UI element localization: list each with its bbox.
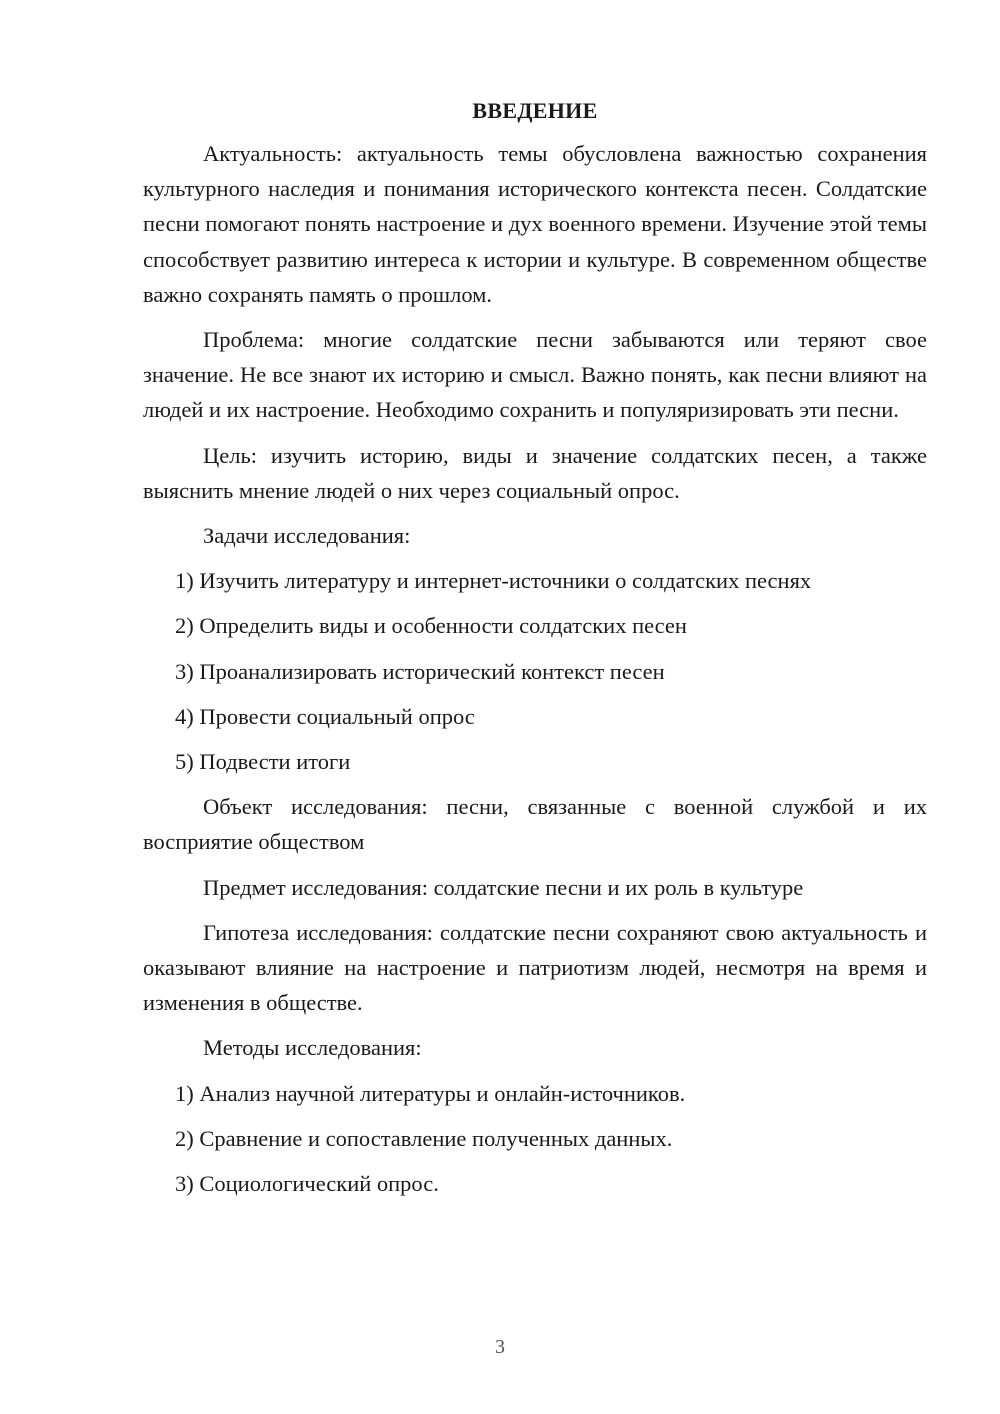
list-item: 1) Изучить литературу и интернет-источники о солдатских песнях — [175, 568, 812, 594]
page-number: 3 — [495, 1336, 505, 1358]
list-item: 2) Сравнение и сопоставление полученных данных. — [175, 1125, 673, 1151]
tasks-heading: Задачи исследования: — [203, 523, 411, 549]
relevance-paragraph: Актуальность: актуальность темы обусловлена важностью сохранения культурного наследия и понимания исторического контекста песен. Солдатские песни помогают понять настроение и дух военного времени. Изучение этой темы способствует развитию интереса к истории и культуре. В современном обществе важно сохранять память о прошлом. — [143, 141, 927, 307]
goal-paragraph: Цель: изучить историю, виды и значение солдатских песен, а также выяснить мнение людей о них через социальный опрос. — [143, 442, 927, 503]
methods-heading: Методы исследования: — [203, 1035, 422, 1061]
tasks-list — [143, 563, 927, 779]
methods-list — [143, 1076, 927, 1202]
list-item: 3) Проанализировать исторический контекст песен — [175, 658, 665, 684]
hypothesis-paragraph: Гипотеза исследования: солдатские песни сохраняют свою актуальность и оказывают влияние на настроение и патриотизм людей, несмотря на время и изменения в обществе. — [143, 919, 927, 1016]
problem-paragraph: Проблема: многие солдатские песни забываются или теряют свое значение. Не все знают их историю и смысл. Важно понять, как песни влияют на людей и их настроение. Необходимо сохранить и популяризировать эти песни. — [143, 327, 927, 423]
list-item: 2) Определить виды и особенности солдатских песен — [175, 613, 687, 639]
page-title: ВВЕДЕНИЕ — [472, 98, 598, 123]
page-content — [143, 96, 927, 1211]
list-item: 3) Социологический опрос. — [175, 1171, 439, 1197]
list-item: 4) Провести социальный опрос — [175, 703, 475, 729]
list-item: 5) Подвести итоги — [175, 749, 351, 775]
list-item: 1) Анализ научной литературы и онлайн-источников. — [175, 1080, 686, 1106]
object-paragraph: Объект исследования: песни, связанные с военной службой и их восприятие обществом — [143, 794, 927, 855]
subject-paragraph: Предмет исследования: солдатские песни и их роль в культуре — [203, 874, 804, 900]
